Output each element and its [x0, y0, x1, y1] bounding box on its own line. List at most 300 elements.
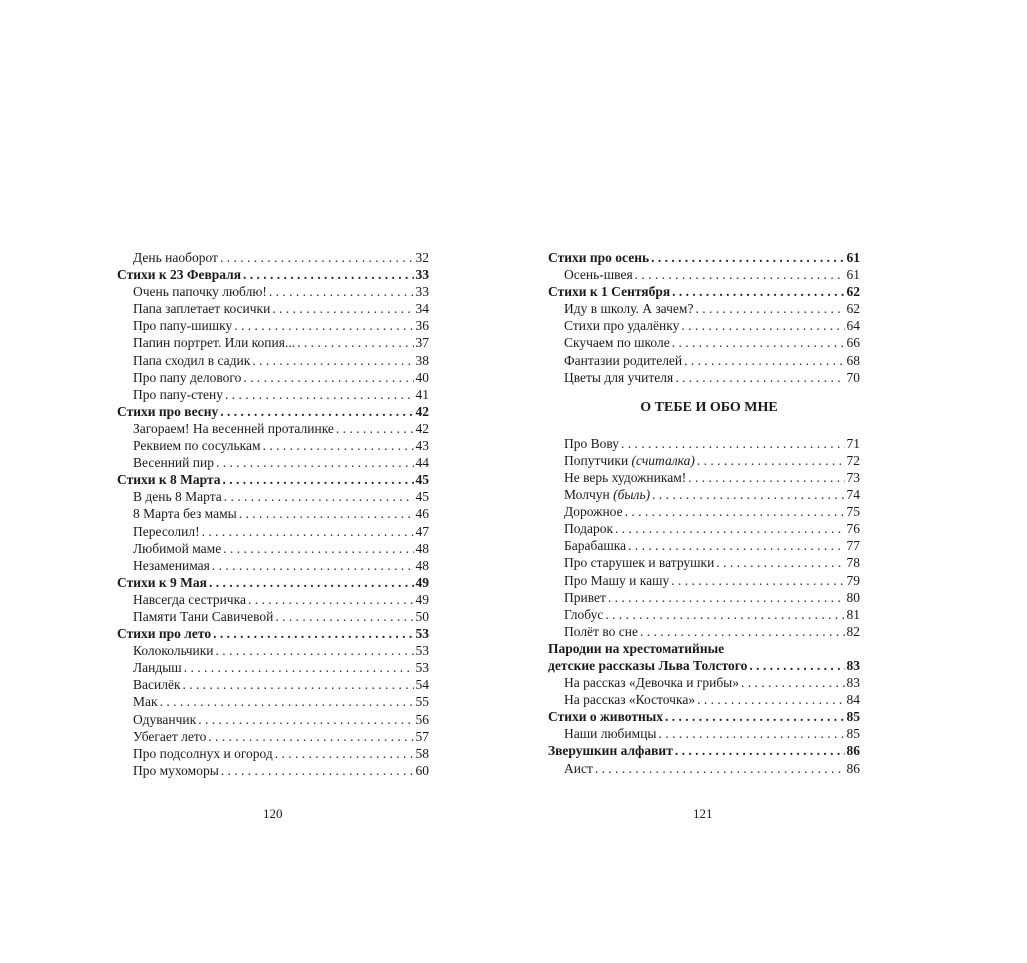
toc-entry-title [133, 676, 181, 693]
dot-leader [223, 540, 413, 557]
toc-entry [548, 589, 860, 606]
page-ref: 45 [415, 472, 429, 488]
toc-entry [117, 386, 429, 403]
entry-title-text: 8 Марта без мамы [133, 506, 237, 522]
dot-leader [336, 420, 414, 437]
page-ref: 83 [846, 657, 860, 673]
toc-entry [548, 572, 860, 589]
page-ref: 81 [846, 606, 860, 622]
toc-entry-title [564, 674, 739, 691]
toc-entry-title [117, 266, 241, 283]
entry-title-text: Памяти Тани Савичевой [133, 608, 274, 624]
entry-title-text: На рассказ «Косточка» [564, 692, 696, 708]
toc-entry-title [133, 420, 334, 437]
dot-leader [269, 283, 414, 300]
toc-list-bottom [548, 435, 860, 777]
page-ref: 47 [415, 523, 429, 539]
toc-entry-title [133, 317, 232, 334]
toc-entry-title [133, 523, 200, 540]
toc-entry [548, 469, 860, 486]
page-ref: 50 [415, 608, 429, 624]
toc-section [548, 249, 860, 266]
toc-section [548, 283, 860, 300]
toc-entry-title [564, 589, 606, 606]
page-ref: 64 [846, 318, 860, 334]
dot-leader [216, 642, 414, 659]
entry-title-text: Убегает лето [133, 728, 207, 744]
entry-title-text: Одуванчик [133, 711, 197, 727]
page-ref: 85 [846, 709, 860, 725]
page-ref: 32 [415, 250, 429, 265]
page-ref: 85 [846, 726, 860, 742]
toc-entry [548, 725, 860, 742]
toc-entry-title [564, 760, 593, 777]
toc-entry-title [133, 369, 241, 386]
entry-title-text: Иду в школу. А зачем? [564, 301, 694, 317]
entry-title-text: Стихи к 1 Сентября [548, 284, 671, 300]
dot-leader [212, 557, 414, 574]
entry-title-text: Стихи к 9 Мая [117, 574, 207, 590]
entry-title-text: В день 8 Марта [133, 489, 222, 505]
entry-title-text: Стихи про удалёнку [564, 318, 680, 334]
toc-entry-title [564, 725, 657, 742]
toc-entry [548, 674, 860, 691]
page-ref: 57 [415, 728, 429, 744]
toc-entry [548, 486, 860, 503]
dot-leader [681, 317, 844, 334]
toc-entry-title [117, 574, 207, 591]
dot-leader [665, 708, 844, 725]
page-ref: 56 [415, 711, 429, 727]
entry-title-text: Стихи о животных [548, 709, 664, 725]
entry-title-text: Пересолил! [133, 523, 200, 539]
page-ref: 53 [415, 643, 429, 659]
entry-title-text: Незаменимая [133, 557, 210, 573]
toc-entry [117, 334, 429, 351]
toc-entry [548, 760, 860, 777]
page-ref: 46 [415, 506, 429, 522]
dot-leader [621, 435, 844, 452]
toc-entry-title [564, 334, 670, 351]
page-ref: 55 [415, 694, 429, 710]
page-ref: 60 [415, 762, 429, 778]
page-ref: 42 [415, 420, 429, 436]
page-ref: 58 [415, 745, 429, 761]
page-ref: 43 [415, 438, 429, 454]
toc-entry-title [133, 591, 246, 608]
page-ref: 70 [846, 369, 860, 385]
toc-entry-title [133, 300, 270, 317]
dot-leader [225, 386, 414, 403]
entry-title-text: Фантазии родителей [564, 352, 683, 368]
page-ref: 41 [415, 386, 429, 402]
toc-entry-title [548, 249, 649, 266]
entry-title-text: Молчун [564, 487, 610, 503]
page-ref: 62 [846, 284, 860, 300]
toc-entry-title [133, 249, 218, 266]
entry-note: (считалка) [631, 452, 695, 468]
page-ref: 53 [415, 660, 429, 676]
dot-leader [615, 520, 844, 537]
entry-title-text: Аист [564, 760, 593, 776]
entry-title-text: Цветы для учителя [564, 369, 674, 385]
toc-entry-title [564, 435, 619, 452]
toc-entry [117, 676, 429, 693]
entry-title-text: Весенний пир [133, 455, 214, 471]
entry-title-text: Стихи про весну [117, 403, 219, 419]
page-ref: 83 [846, 675, 860, 691]
entry-title-text: Стихи к 8 Марта [117, 472, 221, 488]
toc-entry-title [133, 608, 273, 625]
page-ref: 74 [846, 487, 860, 503]
toc-section [117, 403, 429, 420]
page-ref: 33 [415, 284, 429, 300]
page-number-left: 120 [263, 806, 283, 821]
page-ref: 75 [846, 504, 860, 520]
toc-section [117, 471, 429, 488]
toc-entry-title [564, 486, 650, 503]
dot-leader [605, 606, 844, 623]
dot-leader [160, 693, 414, 710]
page-ref: 37 [415, 335, 429, 351]
entry-title-text: Реквием по сосулькам [133, 438, 261, 454]
entry-title-text: Ландыш [133, 660, 182, 676]
toc-entry-title [564, 554, 714, 571]
page-ref: 61 [846, 267, 860, 283]
page-ref: 62 [846, 301, 860, 317]
dot-leader [635, 266, 845, 283]
entry-title-text: Барабашка [564, 538, 627, 554]
dot-leader [652, 486, 844, 503]
dot-leader [183, 676, 414, 693]
right-page [548, 249, 860, 777]
toc-entry-title [564, 623, 638, 640]
toc-entry [548, 520, 860, 537]
dot-leader [697, 691, 844, 708]
toc-entry-title [133, 745, 273, 762]
page-ref: 82 [846, 623, 860, 639]
toc-section [548, 657, 860, 674]
toc-entry-title [564, 317, 679, 334]
entry-title-text: Загораем! На весенней проталинке [133, 420, 334, 436]
entry-title-text: Про папу-стену [133, 386, 223, 402]
dot-leader [741, 674, 844, 691]
dot-leader [213, 625, 413, 642]
toc-entry-title [548, 708, 663, 725]
toc-entry-title [548, 283, 670, 300]
toc-entry [548, 691, 860, 708]
toc-section [548, 742, 860, 759]
toc-list-top [548, 249, 860, 386]
toc-entry-title [133, 283, 267, 300]
toc-entry [548, 537, 860, 554]
entry-title-text: Стихи к 23 Февраля [117, 267, 242, 283]
left-page [117, 249, 429, 779]
dot-leader [659, 725, 845, 742]
dot-leader [275, 745, 414, 762]
toc-entry [548, 300, 860, 317]
toc-entry-title [133, 693, 158, 710]
dot-leader [223, 471, 414, 488]
entry-title-text: Василёк [133, 677, 181, 693]
dot-leader [671, 572, 844, 589]
toc-entry-title [564, 520, 613, 537]
page-ref: 36 [415, 318, 429, 334]
dot-leader [716, 554, 844, 571]
toc-entry [117, 642, 429, 659]
entry-title-text: Про подсолнух и огород [133, 745, 273, 761]
entry-title-text: Про папу-шишку [133, 318, 233, 334]
page-ref: 49 [415, 574, 429, 590]
dot-leader [209, 574, 414, 591]
toc-entry-title [564, 369, 673, 386]
toc-entry-title [133, 437, 261, 454]
entry-title-text: Наши любимцы [564, 726, 657, 742]
toc-entry-title [133, 659, 182, 676]
entry-title-text: Глобус [564, 606, 604, 622]
entry-title-text: Любимой маме [133, 540, 222, 556]
toc-entry-title [133, 728, 206, 745]
toc-entry [548, 452, 860, 469]
toc-entry [117, 420, 429, 437]
page-ref: 71 [846, 435, 860, 451]
dot-leader [198, 711, 413, 728]
dot-leader [202, 523, 414, 540]
toc-entry [548, 369, 860, 386]
toc-entry [117, 540, 429, 557]
entry-title-text: Про старушек и ватрушки [564, 555, 715, 571]
entry-title-text: Привет [564, 589, 606, 605]
page-ref: 48 [415, 557, 429, 573]
toc-entry-title [133, 454, 214, 471]
dot-leader [275, 608, 413, 625]
entry-title-text: Мак [133, 694, 158, 710]
dot-leader [263, 437, 414, 454]
toc-entry [117, 693, 429, 710]
page-ref: 78 [846, 555, 860, 571]
page-ref: 40 [415, 369, 429, 385]
dot-leader [595, 760, 845, 777]
page-ref: 80 [846, 589, 860, 605]
entry-title-text: Стихи про осень [548, 250, 650, 265]
dot-leader [252, 352, 413, 369]
dot-leader [272, 300, 413, 317]
toc-entry [548, 503, 860, 520]
entry-title-text: Папин портрет. Или копия... [133, 335, 296, 351]
toc-entry-title [548, 657, 747, 674]
page-ref: 48 [415, 540, 429, 556]
entry-title-text: Папа сходил в садик [133, 352, 251, 368]
toc-entry [117, 728, 429, 745]
entry-title-text: Зверушкин алфавит [548, 743, 673, 759]
toc-entry [117, 711, 429, 728]
toc-entry-title [564, 572, 669, 589]
entry-title-text: На рассказ «Девочка и грибы» [564, 675, 740, 691]
entry-title-text: Полёт во сне [564, 623, 638, 639]
toc-entry [548, 554, 860, 571]
toc-entry [117, 437, 429, 454]
toc-entry [117, 745, 429, 762]
entry-note: (быль) [613, 487, 651, 503]
entry-title-text: Навсегда сестричка [133, 591, 246, 607]
toc-entry [117, 352, 429, 369]
toc-entry-title [564, 300, 693, 317]
entry-title-text: Про папу делового [133, 369, 242, 385]
entry-title-text: Папа заплетает косички [133, 301, 271, 317]
toc-entry [548, 317, 860, 334]
entry-title-text: Не верь художникам! [564, 469, 687, 485]
page-ref: 68 [846, 352, 860, 368]
toc-entry [548, 435, 860, 452]
toc-entry [548, 334, 860, 351]
toc-entry-title [564, 266, 633, 283]
page-ref: 38 [415, 352, 429, 368]
page-ref: 34 [415, 301, 429, 317]
dot-leader [243, 266, 413, 283]
dot-leader [695, 300, 844, 317]
dot-leader [239, 505, 414, 522]
toc-entry-title [117, 403, 218, 420]
page-ref: 79 [846, 572, 860, 588]
page-ref: 42 [415, 403, 429, 419]
dot-leader [297, 334, 413, 351]
page-ref: 84 [846, 692, 860, 708]
dot-leader [221, 762, 414, 779]
dot-leader [684, 352, 844, 369]
toc-entry [117, 762, 429, 779]
dot-leader [675, 369, 844, 386]
toc-entry-title [564, 691, 695, 708]
entry-title-text: Про Вову [564, 435, 620, 451]
dot-leader [224, 488, 414, 505]
entry-title-text: Про Машу и кашу [564, 572, 670, 588]
dot-leader [234, 317, 413, 334]
entry-title-text: Осень-швея [564, 267, 633, 283]
dot-leader [625, 503, 845, 520]
toc-entry-title [133, 557, 210, 574]
toc-section [548, 708, 860, 725]
dot-leader [672, 283, 844, 300]
entry-title-text: Стихи про лето [117, 626, 212, 642]
page-ref: 86 [846, 743, 860, 759]
toc-section-title: Пародии на хрестоматийные [548, 640, 725, 656]
dot-leader [675, 742, 845, 759]
toc-entry [117, 317, 429, 334]
dot-leader [248, 591, 414, 608]
toc-entry-title [564, 469, 686, 486]
toc-entry [548, 623, 860, 640]
toc-entry [117, 249, 429, 266]
dot-leader [651, 249, 844, 266]
page-ref: 44 [415, 455, 429, 471]
toc-entry [117, 523, 429, 540]
toc-entry-title [117, 625, 211, 642]
dot-leader [640, 623, 845, 640]
page-ref: 54 [415, 677, 429, 693]
toc-entry-title [133, 505, 237, 522]
toc-entry [548, 606, 860, 623]
toc-entry [117, 659, 429, 676]
entry-title-text: Дорожное [564, 504, 623, 520]
page-ref: 66 [846, 335, 860, 351]
dot-leader [628, 537, 844, 554]
toc-entry [117, 454, 429, 471]
dot-leader [220, 249, 414, 266]
entry-title-text: Подарок [564, 521, 614, 537]
dot-leader [184, 659, 414, 676]
toc-entry-title [548, 742, 673, 759]
page-ref: 33 [415, 267, 429, 283]
dot-leader [688, 469, 844, 486]
toc-entry-title [133, 352, 250, 369]
toc-entry-title [133, 642, 214, 659]
page-ref: 86 [846, 760, 860, 776]
toc-entry [117, 300, 429, 317]
dot-leader [216, 454, 414, 471]
dot-leader [697, 452, 845, 469]
toc-entry [548, 352, 860, 369]
toc-section [117, 266, 429, 283]
toc-entry-title [564, 537, 626, 554]
page-ref: 61 [846, 250, 860, 265]
toc-entry-title [564, 503, 623, 520]
toc-entry [117, 369, 429, 386]
page-ref: 73 [846, 469, 860, 485]
toc-entry-title [564, 352, 682, 369]
entry-title-text: Скучаем по школе [564, 335, 670, 351]
toc-entry [117, 608, 429, 625]
toc-entry [117, 557, 429, 574]
toc-entry-title [133, 711, 196, 728]
entry-title-text: День наоборот [133, 250, 218, 265]
toc-entry [117, 283, 429, 300]
toc-entry-title [133, 334, 295, 351]
dot-leader [749, 657, 844, 674]
dot-leader [220, 403, 413, 420]
entry-title-text: Очень папочку люблю! [133, 284, 267, 300]
toc-entry-title [133, 488, 222, 505]
page-ref: 45 [415, 489, 429, 505]
toc-section [117, 625, 429, 642]
toc-entry [117, 591, 429, 608]
toc-entry-title [117, 471, 221, 488]
toc-section [117, 574, 429, 591]
toc-entry [117, 505, 429, 522]
toc-entry-title [133, 386, 223, 403]
toc-entry [548, 266, 860, 283]
page-ref: 76 [846, 521, 860, 537]
toc-entry [117, 488, 429, 505]
chapter-heading: О ТЕБЕ И ОБО МНЕ [640, 399, 778, 415]
entry-title-text: Про мухоморы [133, 762, 219, 778]
page-ref: 77 [846, 538, 860, 554]
toc-entry-title [564, 606, 603, 623]
entry-title-text: детские рассказы Льва Толстого [548, 657, 748, 673]
entry-title-text: Попутчики [564, 452, 629, 468]
toc-entry-title [564, 452, 695, 469]
toc-entry-title [133, 540, 221, 557]
dot-leader [608, 589, 845, 606]
page-number-right: 121 [693, 806, 713, 821]
entry-title-text: Колокольчики [133, 643, 214, 659]
dot-leader [672, 334, 845, 351]
page-ref: 72 [846, 452, 860, 468]
dot-leader [208, 728, 413, 745]
page-ref: 53 [415, 626, 429, 642]
page-ref: 49 [415, 591, 429, 607]
toc-entry-title [133, 762, 219, 779]
dot-leader [243, 369, 413, 386]
